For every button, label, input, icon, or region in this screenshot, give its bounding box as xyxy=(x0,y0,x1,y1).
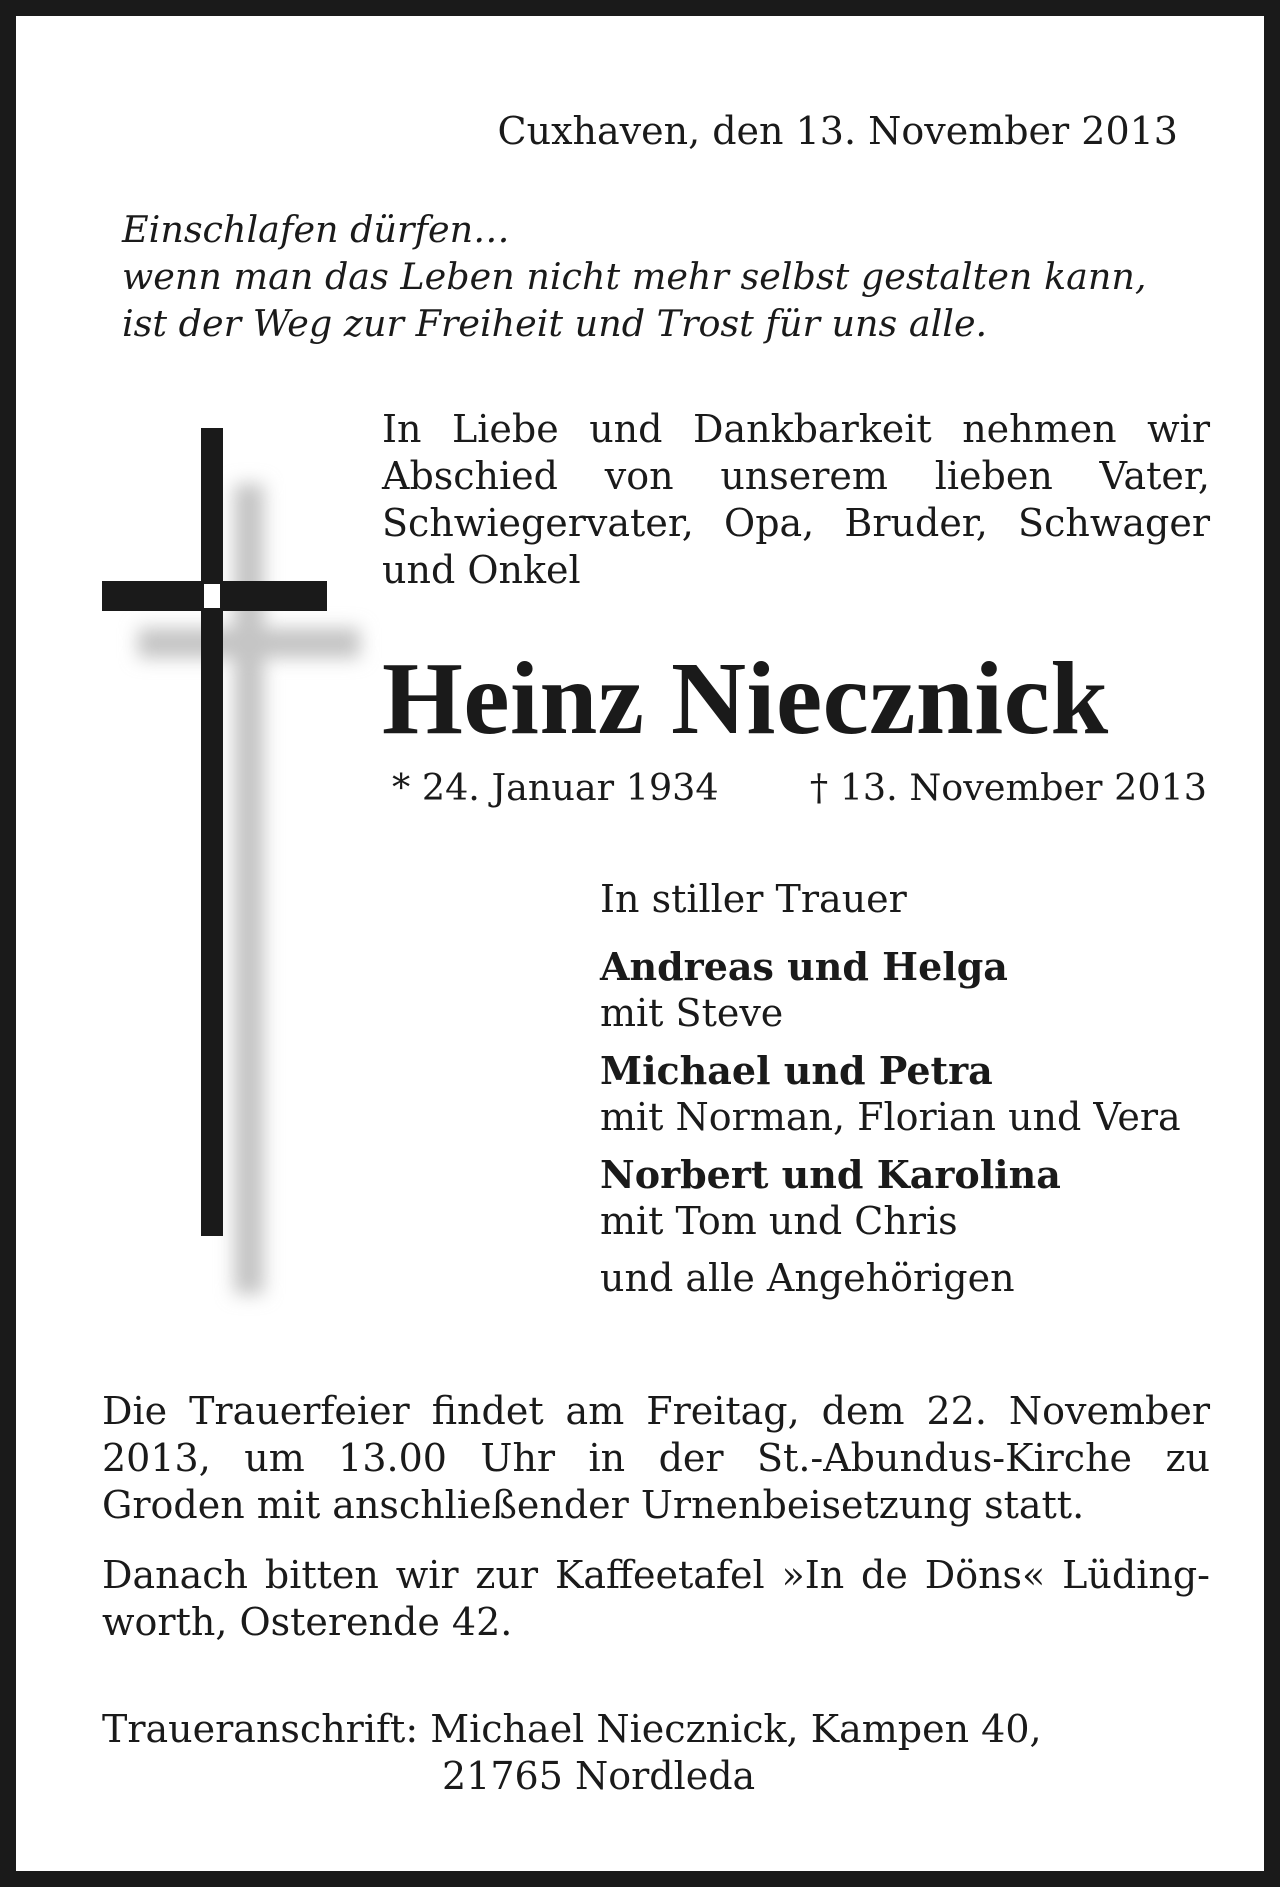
mourners-list xyxy=(600,876,1220,1302)
coffee-line: Danach bitten wir zur Kaffeetafel »In de Döns« Lüding- xyxy=(102,1553,1210,1597)
motto-line: Einschlafen dürfen… xyxy=(122,208,510,251)
death-date: † 13. November 2013 xyxy=(809,766,1207,809)
ceremony-line: Die Trauerfeier findet am Freitag, dem 22. November xyxy=(102,1389,1210,1433)
ceremony-line: 2013, um 13.00 Uhr in der St.-Abundus-Kirche zu xyxy=(102,1436,1210,1480)
family-children: mit Tom und Chris xyxy=(600,1199,958,1243)
mourners-closing: und alle Angehörigen xyxy=(600,1256,1015,1300)
ceremony-info xyxy=(102,1388,1210,1529)
motto-line: ist der Weg zur Freiheit und Trost für uns alle. xyxy=(122,302,988,345)
ceremony-line: Groden mit anschließender Urnenbeisetzung statt. xyxy=(102,1483,1085,1527)
intro-line: und Onkel xyxy=(382,548,581,592)
family-names: Norbert und Karolina xyxy=(600,1152,1061,1197)
deceased-name: Heinz Niecznick xyxy=(382,641,1109,756)
motto-verse xyxy=(122,206,1212,347)
mourners-heading: In stiller Trauer xyxy=(600,877,907,921)
intro-line: In Liebe und Dankbarkeit nehmen wir xyxy=(382,407,1210,451)
intro-line: Schwiegervater, Opa, Bruder, Schwager xyxy=(382,501,1210,545)
cross-shape xyxy=(102,428,327,1236)
cross-icon xyxy=(76,416,396,1316)
intro-line: Abschied von unserem lieben Vater, xyxy=(382,454,1210,498)
family-names: Michael und Petra xyxy=(600,1048,993,1093)
family-names: Andreas und Helga xyxy=(600,944,1008,989)
motto-line: wenn man das Leben nicht mehr selbst gestalten kann, xyxy=(122,255,1147,298)
place-date: Cuxhaven, den 13. November 2013 xyxy=(497,109,1178,153)
mourning-address xyxy=(102,1706,1210,1800)
family-children: mit Norman, Florian und Vera xyxy=(600,1095,1181,1139)
birth-date: * 24. Januar 1934 xyxy=(392,766,719,809)
family-children: mit Steve xyxy=(600,991,784,1035)
address-line: 21765 Nordleda xyxy=(442,1754,756,1798)
coffee-info xyxy=(102,1552,1210,1646)
intro-text xyxy=(382,406,1210,594)
life-dates xyxy=(392,764,1207,811)
coffee-line: worth, Osterende 42. xyxy=(102,1600,513,1644)
address-line: Traueranschrift: Michael Niecznick, Kampen 40, xyxy=(102,1707,1042,1751)
